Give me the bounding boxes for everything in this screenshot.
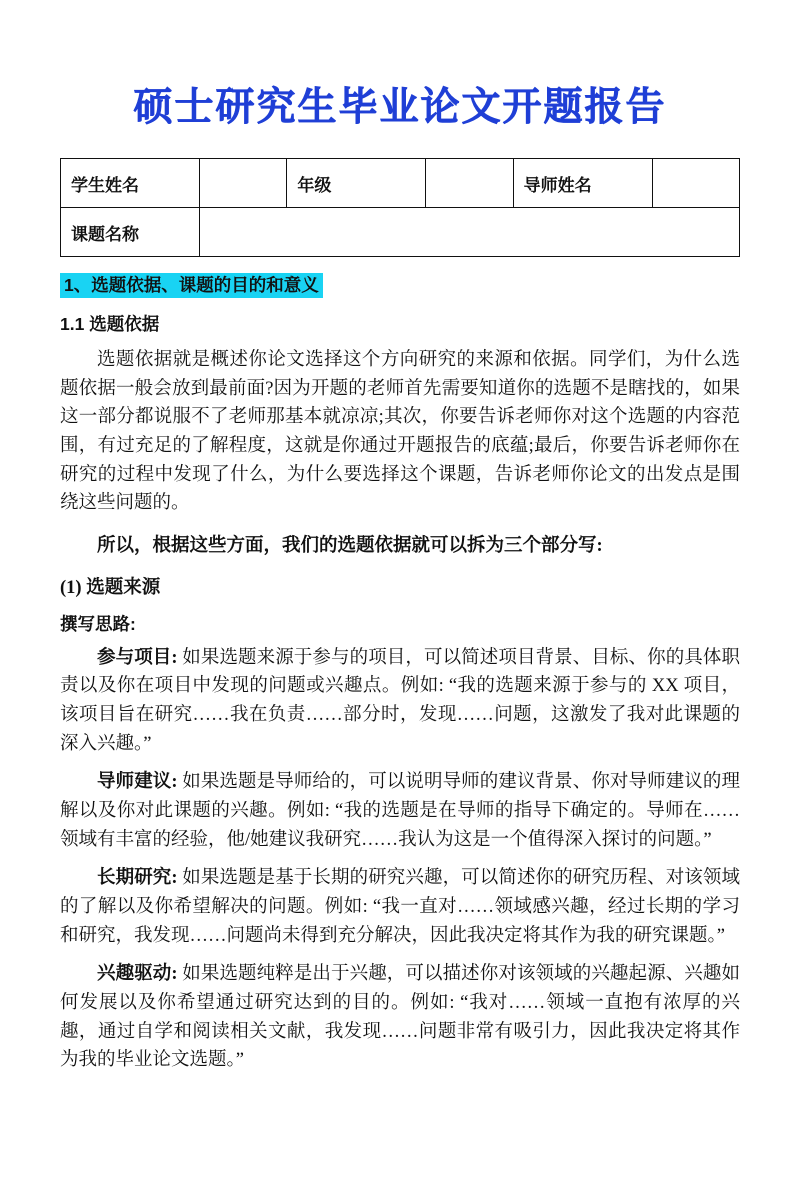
point-longterm xyxy=(60,864,740,950)
point-project-lead: 参与项目: xyxy=(97,647,178,668)
point-interest-text: 如果选题纯粹是出于兴趣，可以描述你对该领域的兴趣起源、兴趣如何发展以及你希望通过研究达到的目的。例如: “我对……领域一直抱有浓厚的兴趣，通过自学和阅读相关文献，我发现……问题非常有吸引力，因此我决定将其作为我的毕业论文选题。” xyxy=(60,964,740,1071)
section-heading xyxy=(60,275,740,297)
table-row xyxy=(61,208,740,257)
value-grade[interactable] xyxy=(426,159,513,208)
point-advisor xyxy=(60,768,740,854)
student-info-table xyxy=(60,158,740,257)
point-project xyxy=(60,644,740,759)
section-heading-text: 1、选题依据、课题的目的和意义 xyxy=(60,273,323,298)
value-topic-name[interactable] xyxy=(200,208,740,257)
point-interest-lead: 兴趣驱动: xyxy=(97,964,178,985)
label-topic-name: 课题名称 xyxy=(61,208,200,257)
point-advisor-lead: 导师建议: xyxy=(97,772,178,793)
value-advisor-name[interactable] xyxy=(652,159,739,208)
paragraph-basis: 选题依据就是概述你论文选择这个方向研究的来源和依据。同学们，为什么选题依据一般会放到最前面?因为开题的老师首先需要知道你的选题不是瞎找的，如果这一部分都说服不了老师那基本就凉凉;其次，你要告诉老师你对这个选题的内容范围，有过充足的了解程度，这就是你通过开题报告的底蕴;最后，你要告诉老师你在研究的过程中发现了什么，为什么要选择这个课题，告诉老师你论文的出发点是围绕这些问题的。 xyxy=(60,349,740,514)
paragraph-summary-bold: 所以，根据这些方面，我们的选题依据就可以拆为三个部分写: xyxy=(97,535,603,556)
label-advisor-name: 导师姓名 xyxy=(513,159,652,208)
subsection-heading: 1.1 选题依据 xyxy=(60,313,160,334)
page-title: 硕士研究生毕业论文开题报告 xyxy=(133,86,667,129)
point-advisor-text: 如果选题是导师给的，可以说明导师的建议背景、你对导师建议的理解以及你对此课题的兴趣。例如: “我的选题是在导师的指导下确定的。导师在……领域有丰富的经验，他/她建议我研究……我认为这是一个值得深入探讨的问题。” xyxy=(60,772,740,850)
table-row xyxy=(61,159,740,208)
label-grade: 年级 xyxy=(287,159,426,208)
item-title-source: (1) 选题来源 xyxy=(60,577,161,598)
point-longterm-text: 如果选题是基于长期的研究兴趣，可以简述你的研究历程、对该领域的了解以及你希望解决的问题。例如: “我一直对……领域感兴趣，经过长期的学习和研究，我发现……问题尚未得到充分解决，因此我决定将其作为我的研究课题。” xyxy=(60,868,740,946)
value-student-name[interactable] xyxy=(200,159,287,208)
label-student-name: 学生姓名 xyxy=(61,159,200,208)
item-subtitle-writing-approach: 撰写思路: xyxy=(60,613,136,634)
point-project-text: 如果选题来源于参与的项目，可以简述项目背景、目标、你的具体职责以及你在项目中发现的问题或兴趣点。例如: “我的选题来源于参与的 XX 项目，该项目旨在研究……我在负责……部分时，发现……问题，这激发了我对此课题的深入兴趣。” xyxy=(60,647,740,754)
point-interest xyxy=(60,960,740,1075)
point-longterm-lead: 长期研究: xyxy=(97,868,178,889)
